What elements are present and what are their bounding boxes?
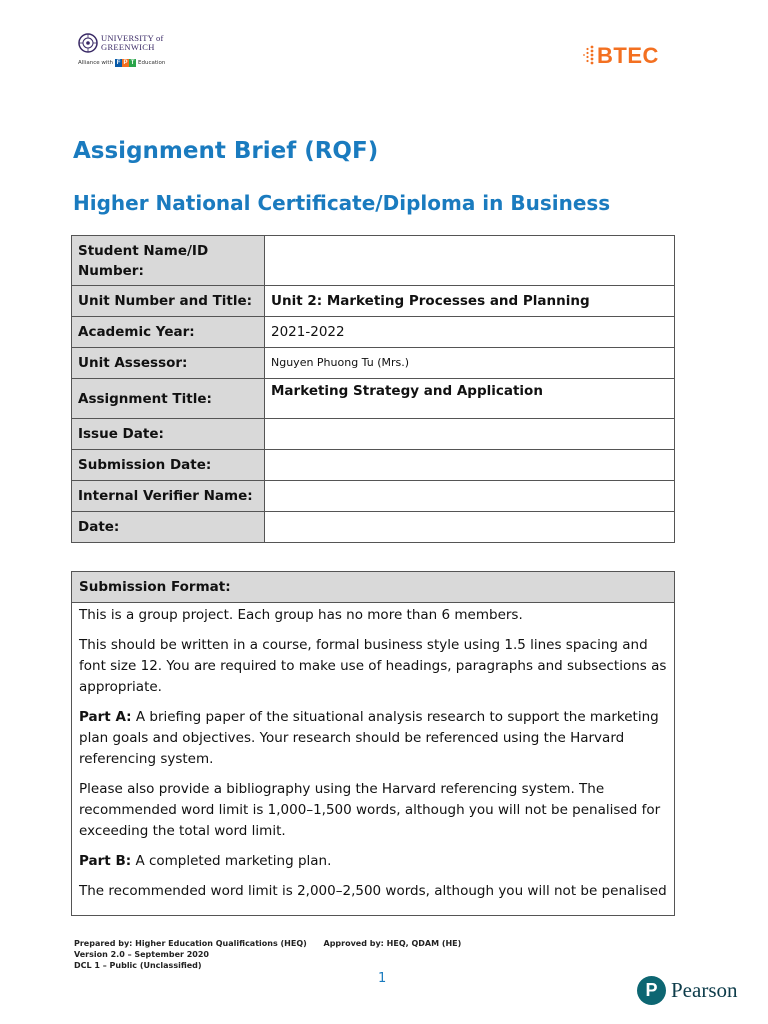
footer-version: Version 2.0 – September 2020 (74, 950, 209, 959)
part-b-text: A completed marketing plan. (131, 853, 332, 869)
footer-prepared: Prepared by: Higher Education Qualifications (HEQ) (74, 939, 307, 948)
submission-format-box (71, 571, 675, 916)
alliance-prefix: Alliance with (78, 60, 114, 66)
paragraph (79, 851, 667, 872)
paragraph (79, 707, 667, 770)
table-row (72, 348, 675, 379)
page-footer (74, 938, 461, 971)
pearson-p-icon: P (637, 976, 666, 1005)
issue-date-value (265, 419, 675, 450)
university-crest-icon (78, 33, 98, 53)
table-row (72, 481, 675, 512)
assignment-info-table (71, 235, 675, 543)
date-label: Date: (72, 512, 265, 543)
paragraph: Please also provide a bibliography using the Harvard referencing system. The recommended word limit is 1,000–1,500 words, although you will not be penalised for exceeding the total word limit. (79, 781, 661, 839)
date-value (265, 512, 675, 543)
paragraph: This is a group project. Each group has no more than 6 members. (79, 607, 523, 623)
part-a-text: A briefing paper of the situational analysis research to support the marketing plan goals and objectives. Your research should be referenced using the Harvard referencing system. (79, 709, 659, 767)
table-row (72, 286, 675, 317)
fpt-logo: F P T (116, 60, 135, 66)
assessor-label: Unit Assessor: (72, 348, 265, 379)
table-row (72, 236, 675, 286)
unit-value: Unit 2: Marketing Processes and Planning (265, 286, 675, 317)
unit-label: Unit Number and Title: (72, 286, 265, 317)
btec-dots-icon (583, 45, 595, 67)
page-title: Assignment Brief (RQF) (73, 138, 379, 164)
assignment-title-label: Assignment Title: (72, 379, 265, 419)
table-row (72, 379, 675, 419)
table-row (72, 450, 675, 481)
student-value (265, 236, 675, 286)
submission-format-heading: Submission Format: (72, 572, 674, 603)
alliance-suffix: Education (138, 60, 166, 66)
footer-dcl: DCL 1 – Public (Unclassified) (74, 961, 202, 970)
verifier-value (265, 481, 675, 512)
page-number: 1 (378, 971, 387, 986)
submission-date-value (265, 450, 675, 481)
assignment-title-value: Marketing Strategy and Application (265, 379, 675, 419)
paragraph: The recommended word limit is 2,000–2,500 words, although you will not be penalised (79, 883, 667, 899)
year-value: 2021-2022 (265, 317, 675, 348)
pearson-logo (637, 976, 738, 1005)
btec-text: BTEC (597, 43, 659, 68)
footer-approved: Approved by: HEQ, QDAM (HE) (323, 939, 462, 948)
verifier-label: Internal Verifier Name: (72, 481, 265, 512)
university-greenwich-logo (78, 33, 178, 78)
page-subtitle: Higher National Certificate/Diploma in Business (73, 191, 611, 215)
paragraph: This should be written in a course, formal business style using 1.5 lines spacing and font size 12. You are required to make use of headings, paragraphs and subsections as appropriate. (79, 637, 667, 695)
university-line1: UNIVERSITY of (101, 33, 164, 43)
table-row (72, 512, 675, 543)
part-a-label: Part A: (79, 709, 132, 725)
year-label: Academic Year: (72, 317, 265, 348)
submission-date-label: Submission Date: (72, 450, 265, 481)
university-line2: GREENWICH (101, 42, 155, 52)
part-b-label: Part B: (79, 853, 132, 869)
table-row (72, 317, 675, 348)
issue-date-label: Issue Date: (72, 419, 265, 450)
pearson-text: Pearson (671, 978, 738, 1002)
student-label: Student Name/ID Number: (72, 236, 265, 286)
submission-format-body (72, 603, 674, 902)
fpt-alliance (78, 59, 178, 67)
btec-logo (583, 43, 659, 69)
table-row (72, 419, 675, 450)
assessor-value: Nguyen Phuong Tu (Mrs.) (265, 348, 675, 379)
